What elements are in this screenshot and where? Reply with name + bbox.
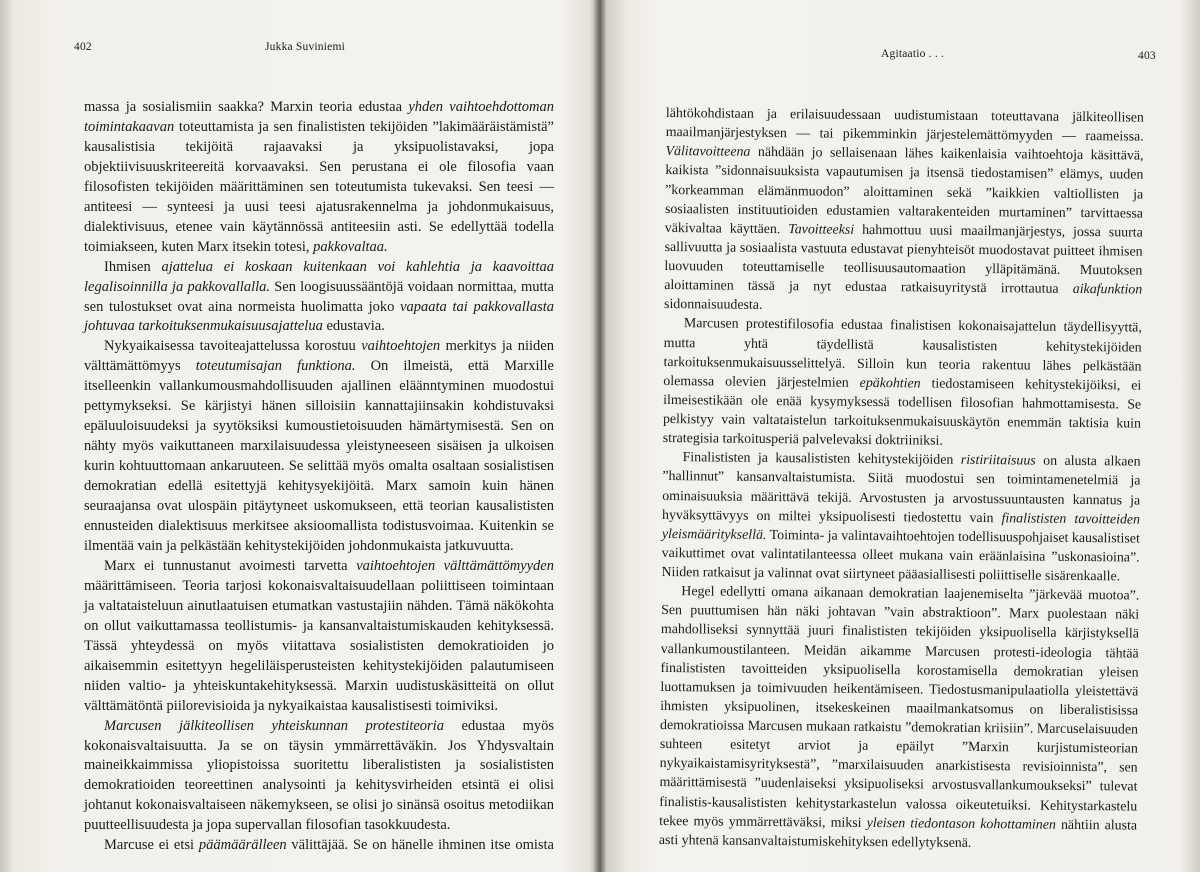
paragraph: [661, 448, 1140, 586]
italic-text: aikafunktion: [1072, 282, 1143, 298]
paragraph: [84, 836, 554, 856]
italic-text: päämäärälleen: [198, 837, 287, 854]
paragraph: [84, 98, 554, 258]
italic-text: vapaata tai pakkovallasta johtuvaa tarkoituksenmukaisuusajattelua: [84, 298, 554, 335]
paragraph: [84, 717, 554, 837]
left-page-number: 402: [74, 41, 92, 53]
text-run: tiedostamiseen kehitystekijöiksi, ei ilmeisestikään ole enää kysymyksessä todellisen filosofian hahmottamisesta. Se pelkistyy vain valtataistelun tarkoituksenmukaisuuskäytön enemmän taktisia kuin strategisia tarkoitusperiä palvelevaksi doktriiniksi.: [662, 376, 1142, 449]
text-run: hahmottuu uusi maailmanjärjestys, jossa suurta sallivuutta ja sosiaalista vastuuta edustavat pienyhteisöt muodostavat puitteet ihmisen luovuuden toteuttamiselle teollisuusautomaation ylläpitämänä. Muutoksen aloittaminen tässä ja nyt edustaa ratkaisuyritystä irrottautua: [664, 222, 1143, 298]
text-run: On ilmeistä, että Marxille itselleenkin vallankumousmahdollisuuden ajallinen eläänntyminen muodostui pettymykseksi. Se kärjistyi hänen silloisiin kannattajiinsakin kohdistuvaksi epäluuloisuudeksi ja syytöksiksi kumoustietoisuuden hämärtymisestä. Sen on nähty myös vaikuttaneen marxilaisuudessa yleistyneeseen sisäisen ja ulkoisen kurin kohtuuttomaan ankaruuteen. Se selittää myös omalta osaltaan sosialistisen demokratian edellä esitettyjä kehitysyekijöitä. Marx samoin kuin hänen seuraajansa ovat ulospäin pitäytyneet uskomukseen, että teorian kausalististen ennusteiden dialektisuus merkitsee aksioomallista todistusvoimaa. Kuitenkin se ilmentää vain ja pelkästään kehitystekijöiden johdonmukaista jatkuvuutta.: [84, 358, 554, 554]
paragraph: [664, 104, 1144, 319]
text-run: merkitys ja niiden välttämättömyys: [84, 338, 554, 375]
text-run: Ihmisen: [104, 258, 162, 275]
text-run: Sen loogisuussääntöjä voidaan normittaa, mutta sen tulostukset ovat aina normeista huolimatta joko: [84, 278, 554, 315]
italic-text: epäkohtien: [859, 375, 921, 392]
paragraph: [84, 258, 554, 338]
italic-text: vaihtoehtojen välttämättömyyden: [356, 557, 554, 574]
italic-text: finalististen tavoitteiden yleismäärityksellä.: [661, 510, 1141, 543]
right-page: [606, 0, 1200, 872]
text-run: nähtiin alusta asti yhtenä kansanvaltaistumiskehityksen edellytyksenä.: [658, 817, 1138, 851]
italic-text: ajattelua ei koskaan kuitenkaan voi kahlehtia ja kaavoittaa legalisoinnilla ja pakkovallalla.: [84, 258, 554, 295]
italic-text: pakkovaltaa.: [313, 238, 388, 255]
text-run: Marcusen protestifilosofia edustaa finalistisen kokonaisajattelun täydellisyyttä, mutta yhtä täydellistä kausalististen kehitystekijöiden tarkoituksenmukaisuusselittelyä. Silloin kun teoria rakentuu lähes pelkästään olemassa olevien järjestelmien: [663, 316, 1142, 391]
text-run: edustaa myös kokonaisvaltaisuutta. Ja se on täysin ymmärrettäväkin. Jos Yhdysvaltain maineikkaimmissa yliopistoissa suoritettu liberalististen ja sosialististen demokratioiden teoreettinen analysointi ja kehitysvirheiden etsintä ei olisi johtanut kokonaisvaltaiseen näkemykseen, se olisi jo sinänsä osoitus metodiikan puutteellisuudesta ja jopa supervallan filosofian tasokkuudesta.: [84, 717, 555, 834]
left-running-head: Jukka Suviniemi: [265, 41, 345, 53]
text-run: on alusta alkaen ”hallinnut” kansanvaltaistumista. Siitä muodostui sen toimintamenetelmiä ja ominaisuuksia määrittävä tekijä. Arvostusten ja arvostussuuntausten kannatus ja hyväksyttävyys on miltei yksipuolisesti tiedostettu vain: [661, 453, 1141, 526]
text-run: Marcuse ei etsi: [104, 837, 199, 854]
text-run: Nykyaikaisessa tavoiteajattelussa korostuu: [104, 338, 362, 355]
italic-text: vaihtoehtojen: [361, 338, 441, 355]
text-run: edustavia.: [322, 318, 385, 335]
italic-text: yleisen tiedontason kohottaminen: [866, 815, 1056, 833]
text-run: massa ja sosialismiin saakka? Marxin teoria edustaa: [84, 99, 409, 115]
paragraph: [659, 582, 1140, 854]
paragraph: [84, 337, 554, 556]
italic-text: ristiriitaisuus: [960, 453, 1036, 469]
text-run: toteuttamista ja sen finalististen tekijöiden ”lakimääräistämistä” kausalistisia tekijöitä rajaavaksi ja yksipuolistavaksi, jopa objektiivisuuskriteereitä korvaavaksi. Sen perustana ei ole filosofia vaan filosofisten tekijöiden määrittäminen sen toteutumista tukevaksi. Sen teesi — antiteesi — synteesi ja uusi teesi ajatusrakennelma ja johdonmukaisuus, dialektivisuus, etenee vain käytännössä antiteesiin asti. Se edellyttää todella toimiakseen, kuten Marx itsekin totesi,: [84, 118, 554, 255]
book-gutter: [594, 0, 606, 872]
text-run: välittäjää. Se on hänelle ihminen itse omista: [286, 837, 554, 854]
italic-text: toteutumisajan funktiona.: [195, 358, 356, 375]
italic-text: Tavoitteeksi: [788, 221, 855, 238]
right-page-number: 403: [1138, 50, 1156, 62]
paragraph: [84, 557, 554, 717]
text-run: Hegel edellytti omana aikanaan demokratian laajenemiselta ”järkevää muotoa”. Sen puuttumisen hän näki johtavan ”vain abstraktioon”. Marx puolestaan näki mahdolliseksi synnyttää juuri finalististen tekijöiden yksipuolisella kärjistyksellä vallankumoustilanteen. Meidän aikamme Marcusen protesti-ideologia tähtää finalististen tavoitteiden yksipuolisella korostamisella demokratian yleisen luottamuksen ja toimivuuden heikentämiseen. Tiedostusmanipulaatiolla yleistettävä ihmisten yksipuolinen, itsekeskeinen maailmankatsomus on liberalistisissa demokratioissa Marcusen mukaan ratkaistu ”demokratian kriisiin”. Marcuselaisuuden suhteen esitetyt arviot ja epäilyt ”Marxin kurjistumisteorian nykyaikaistamisyrityksestä”, ”marxilaisuuden anarkistisesta revisioinnista”, sen määrittämisestä ”uudenlaiseksi yksipuoliseksi arvostusvallankumoukseksi” tulevat finalistis-kausalististen kehitystarkastelun valossa oikeutetuiksi. Kehitystarkastelu tekee myös ymmärrettäväksi, miksi: [659, 584, 1140, 831]
right-page-body: [659, 104, 1144, 854]
text-run: määrittämiseen. Teoria tarjosi kokonaisvaltaisuudellaan poliittiseen toimintaan ja valtataisteluun ainutlaatuisen etumatkan vastustajiin nähden. Tämä näkökohta on ollut vaikuttamassa teollistumis- ja kansanvaltaistumiskauden kehityksessä. Tässä yhteydessä on myös viitattava sosialististen demokratioiden jo aikaisemmin esitettyyn hegeliläisperusteisten kehitystekijöiden palautumiseen niiden valtio- ja yhteiskuntakehityksessä. Marxin uudistuskäsitteitä on ollut välttämätöntä piilorevisioida ja nykyaikaistaa kausalistisesti toimiviksi.: [84, 577, 554, 714]
text-run: nähdään jo sellaisenaan lähes kaikenlaisia vaihtoehtoja käsittävä, kaikista ”sidonnaisuuksista vapautumisen ja itsensä tiedostamisen” elämys, uuden ”korkeamman elämänmuodon” aloittaminen sekä ”kaikkien valtiollisten ja sosiaalisten instituutioiden edustamien valtarakenteiden murtaminen” tarvittaessa väkivaltaa käyttäen.: [664, 145, 1144, 237]
italic-text: Marcusen jälkiteollisen yhteiskunnan protestiteoria: [104, 717, 444, 734]
right-running-head: Agitaatio . . .: [881, 48, 945, 60]
text-run: Finalististen ja kausalististen kehitystekijöiden: [682, 450, 961, 469]
text-run: lähtökohdistaan ja erilaisuudessaan uudistumistaan toteuttavana jälkiteollisen maailmanjärjestyksen — tai pikemminkin järjestelemättömyyden — raameissa.: [665, 105, 1144, 145]
paragraph: [663, 314, 1142, 452]
text-run: sidonnaisuudesta.: [664, 297, 763, 314]
left-page-body: [84, 98, 554, 856]
text-run: Marx ei tunnustanut avoimesti tarvetta: [104, 557, 357, 574]
text-run: Toiminta- ja valintavaihtoehtojen todellisuuspohjaiset kausalistiset vaikuttimet ovat valintatilanteessa olleet mukana vain eräänlaisina ”uskonasioina”. Niiden ratkaisut ja valinnat ovat siirtyneet pääasiallisesti poliittiselle sisärenkaalle.: [661, 527, 1140, 585]
italic-text: yhden vaihtoehdottoman toimintakaavan: [84, 99, 554, 135]
italic-text: Välitavoitteena: [665, 144, 751, 161]
